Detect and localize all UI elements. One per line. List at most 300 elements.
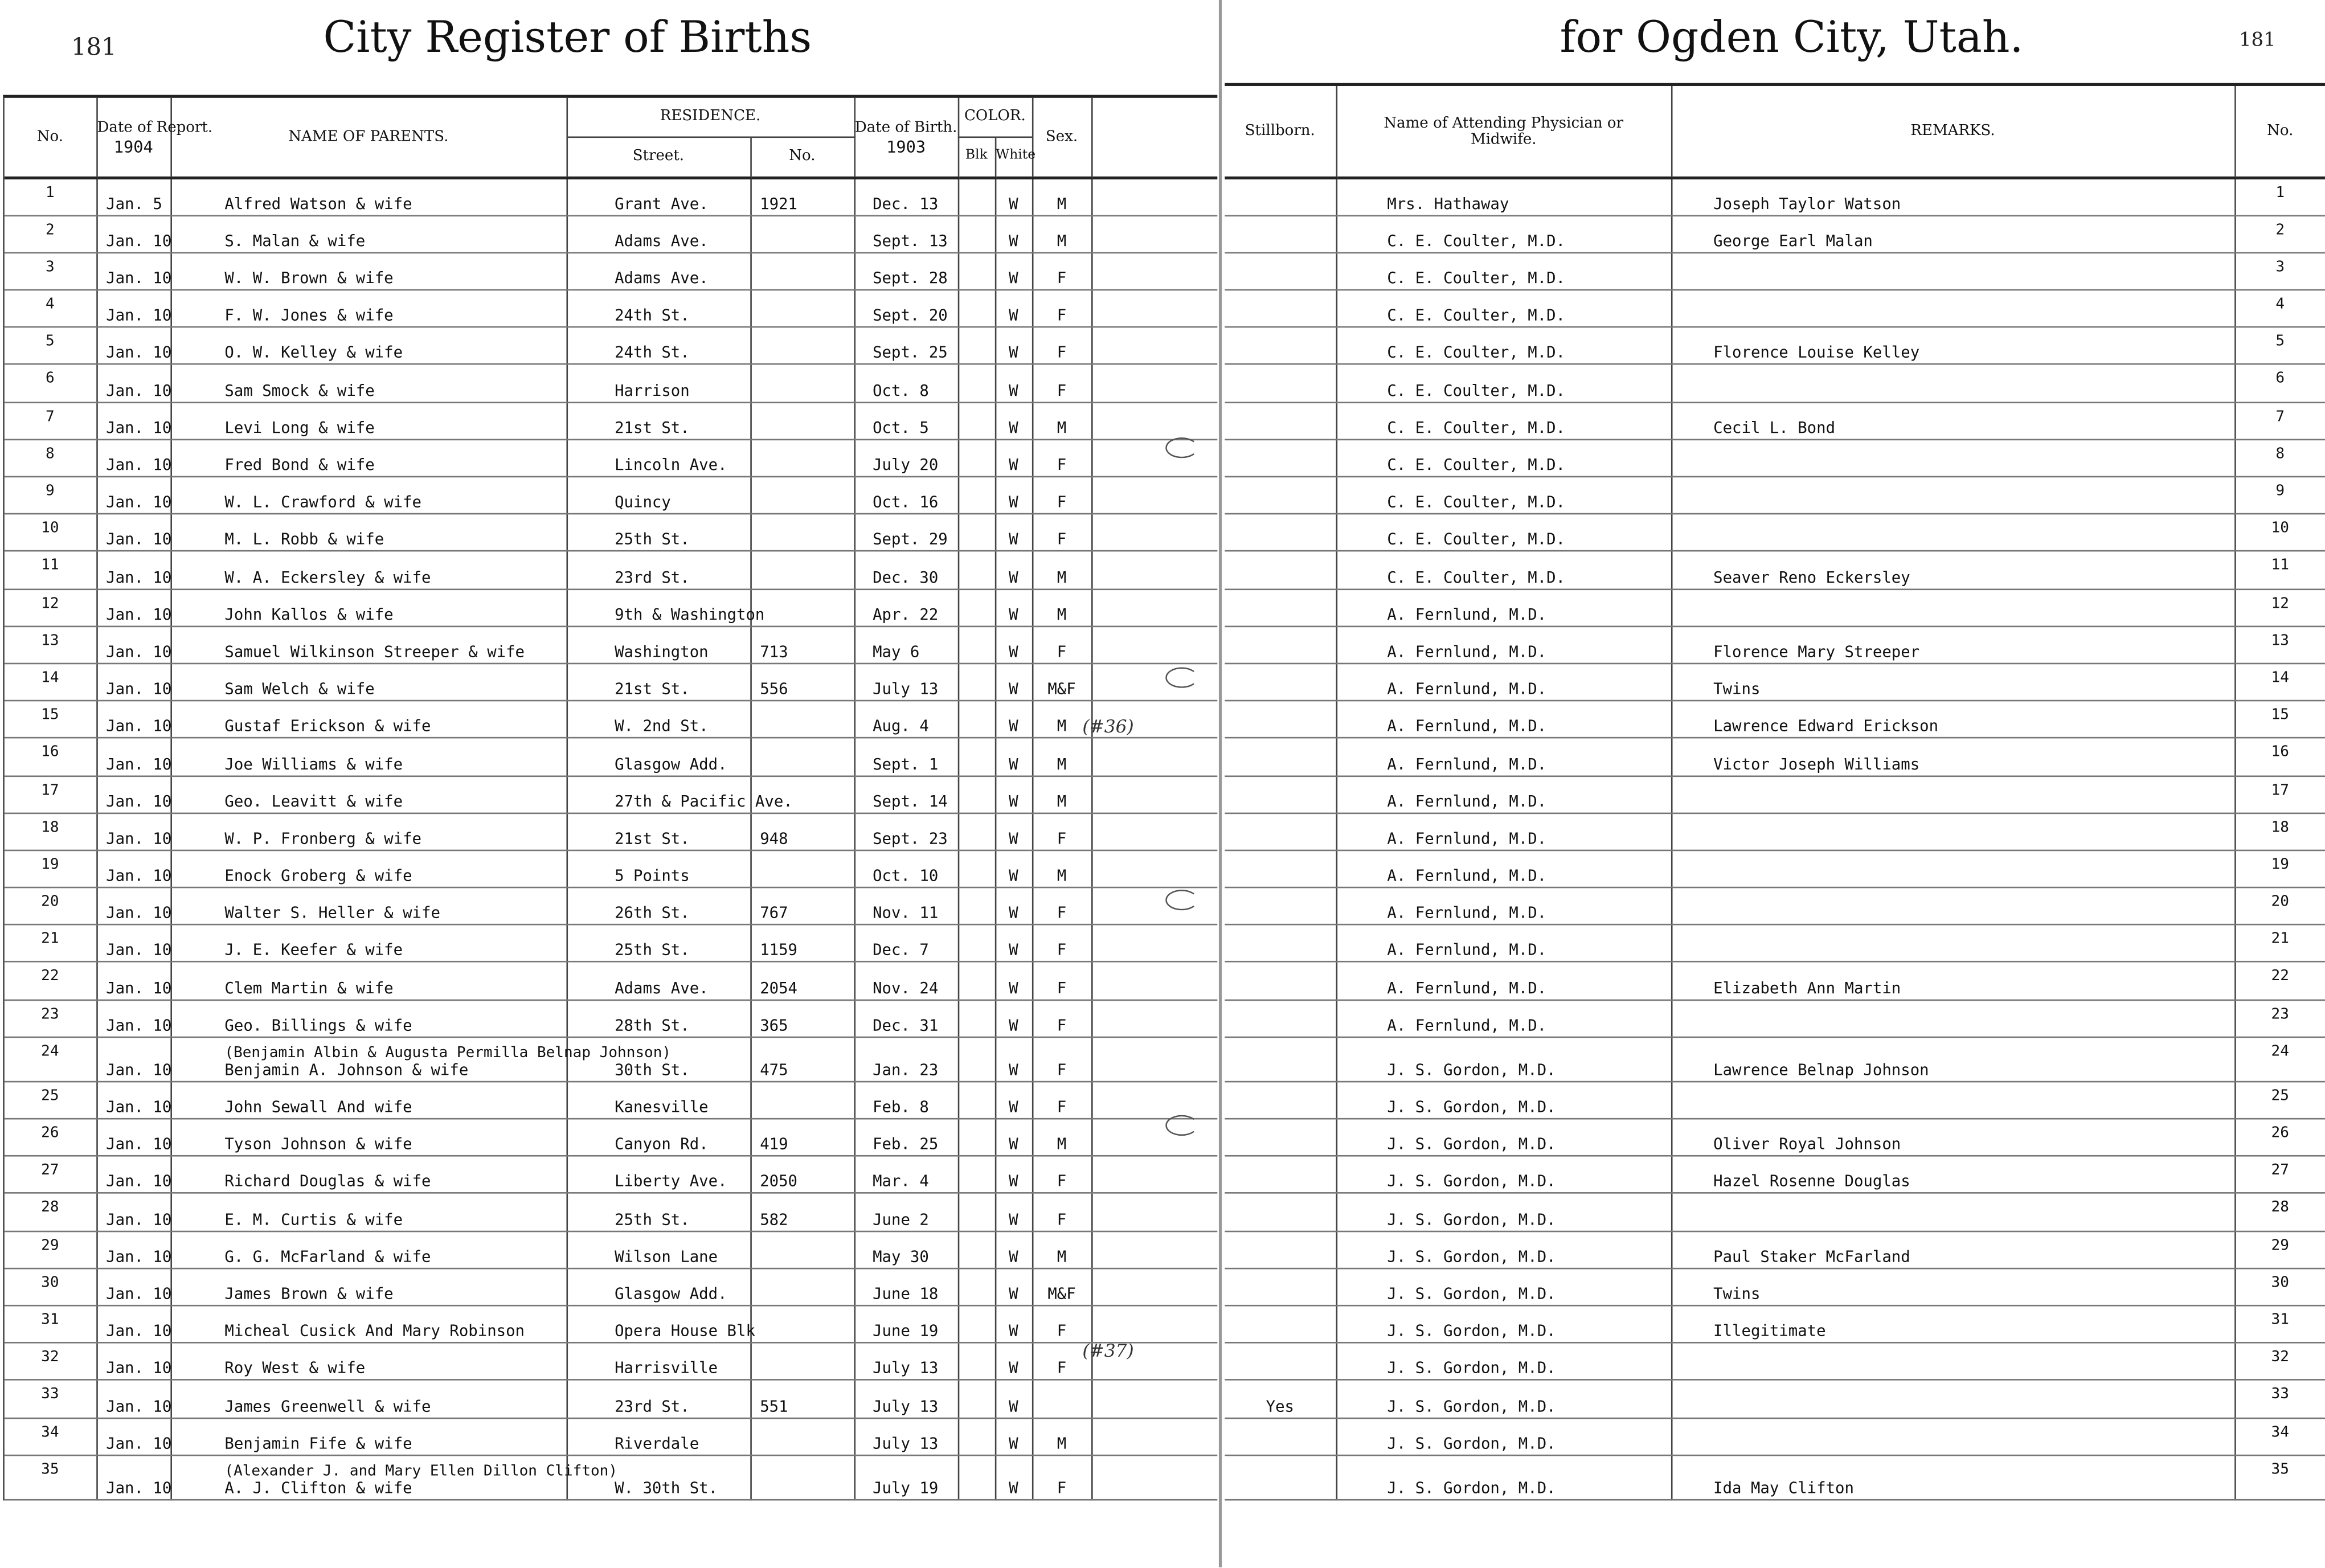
cell-report-date: Jan. 10 — [96, 215, 170, 253]
cell-no-right: 1 — [2234, 178, 2325, 215]
table-row — [5, 1119, 1218, 1156]
cell-blk — [958, 1082, 995, 1119]
cell-stillborn — [1225, 1037, 1336, 1082]
cell-birth-date: Aug. 4 — [854, 701, 958, 738]
cell-street-no — [750, 215, 854, 253]
cell-remarks — [1671, 365, 2234, 402]
cell-blank — [1091, 1231, 1217, 1268]
header-physician: Name of Attending Physician or Midwife. — [1336, 86, 1671, 178]
cell-birth-date: Dec. 30 — [854, 551, 958, 589]
cell-white: W — [995, 215, 1032, 253]
cell-street: Opera House Blk — [566, 1305, 750, 1343]
cell-no-right: 13 — [2234, 626, 2325, 664]
cell-parents — [170, 1000, 566, 1037]
cell-physician: A. Fernlund, M.D. — [1336, 1000, 1671, 1037]
cell-blank — [1091, 1305, 1217, 1343]
cell-blk — [958, 850, 995, 888]
cell-birth-date: Sept. 20 — [854, 290, 958, 327]
table-row — [1225, 776, 2325, 813]
cell-stillborn — [1225, 365, 1336, 402]
header-color: COLOR. — [958, 98, 1032, 137]
cell-street-no — [750, 1268, 854, 1305]
cell-stillborn — [1225, 402, 1336, 440]
cell-white: W — [995, 178, 1032, 215]
cell-street: Wilson Lane — [566, 1231, 750, 1268]
cell-blk — [958, 327, 995, 365]
cell-blk — [958, 365, 995, 402]
cell-parents — [170, 589, 566, 627]
cell-street: 25th St. — [566, 514, 750, 552]
table-row — [5, 626, 1218, 664]
cell-sex: F — [1032, 626, 1091, 664]
header-street: Street. — [566, 137, 750, 178]
cell-physician: J. S. Gordon, M.D. — [1336, 1455, 1671, 1499]
cell-parents — [170, 178, 566, 215]
cell-street-no: 2054 — [750, 962, 854, 1000]
cell-blk — [958, 1231, 995, 1268]
table-row — [1225, 1231, 2325, 1268]
cell-remarks — [1671, 1343, 2234, 1381]
cell-birth-date: Oct. 8 — [854, 365, 958, 402]
cell-street-no — [750, 589, 854, 627]
cell-physician: C. E. Coulter, M.D. — [1336, 477, 1671, 514]
cell-birth-date: Dec. 13 — [854, 178, 958, 215]
table-row — [5, 215, 1218, 253]
cell-no-right: 16 — [2234, 738, 2325, 776]
cell-report-date: Jan. 10 — [96, 1231, 170, 1268]
cell-no: 35 — [5, 1455, 96, 1499]
cell-blank — [1091, 514, 1217, 552]
margin-note-row30: (#37) — [1082, 1340, 1134, 1361]
cell-street: Grant Ave. — [566, 178, 750, 215]
cell-parents — [170, 738, 566, 776]
cell-no-right: 12 — [2234, 589, 2325, 627]
cell-sex: F — [1032, 1343, 1091, 1381]
cell-birth-date: Dec. 7 — [854, 925, 958, 963]
cell-no: 4 — [5, 290, 96, 327]
cell-stillborn — [1225, 962, 1336, 1000]
cell-parents — [170, 813, 566, 850]
cell-no: 22 — [5, 962, 96, 1000]
cell-street-no — [750, 1455, 854, 1499]
header-blk: Blk — [958, 137, 995, 178]
cell-remarks: Victor Joseph Williams — [1671, 738, 2234, 776]
cell-parents-name: M. L. Robb & wife — [224, 531, 384, 550]
table-row — [5, 813, 1218, 850]
cell-parents-name: Fred Bond & wife — [224, 456, 375, 475]
cell-white: W — [995, 365, 1032, 402]
cell-blk — [958, 1268, 995, 1305]
cell-report-date: Jan. 10 — [96, 813, 170, 850]
cell-sex: M — [1032, 178, 1091, 215]
cell-parents — [170, 327, 566, 365]
cell-physician: A. Fernlund, M.D. — [1336, 589, 1671, 627]
cell-report-date: Jan. 10 — [96, 1193, 170, 1231]
cell-report-date: Jan. 10 — [96, 776, 170, 813]
cell-blank — [1091, 1418, 1217, 1455]
cell-birth-date: Mar. 4 — [854, 1156, 958, 1194]
cell-parents-name: Roy West & wife — [224, 1360, 366, 1378]
cell-sex: M&F — [1032, 664, 1091, 701]
cell-report-date: Jan. 10 — [96, 1119, 170, 1156]
cell-no-right: 9 — [2234, 477, 2325, 514]
cell-blank — [1091, 215, 1217, 253]
cell-parents-name: Enock Groberg & wife — [224, 867, 412, 886]
cell-street: Glasgow Add. — [566, 1268, 750, 1305]
cell-white: W — [995, 327, 1032, 365]
cell-stillborn — [1225, 738, 1336, 776]
cell-physician: A. Fernlund, M.D. — [1336, 701, 1671, 738]
cell-street-no — [750, 738, 854, 776]
cell-physician: J. S. Gordon, M.D. — [1336, 1343, 1671, 1381]
cell-no: 7 — [5, 402, 96, 440]
cell-street: Lincoln Ave. — [566, 439, 750, 477]
cell-sex: M — [1032, 589, 1091, 627]
cell-street: W. 2nd St. — [566, 701, 750, 738]
header-date-birth — [854, 98, 958, 178]
cell-stillborn — [1225, 1343, 1336, 1381]
cell-parents — [170, 925, 566, 963]
cell-physician: J. S. Gordon, M.D. — [1336, 1418, 1671, 1455]
header-stillborn: Stillborn. — [1225, 86, 1336, 178]
header-no: No. — [5, 98, 96, 178]
cell-sex: F — [1032, 962, 1091, 1000]
header-parents: NAME OF PARENTS. — [170, 98, 566, 178]
cell-birth-date: Oct. 5 — [854, 402, 958, 440]
cell-parents-name: A. J. Clifton & wife — [224, 1479, 412, 1497]
cell-parents — [170, 477, 566, 514]
table-row — [1225, 1037, 2325, 1082]
table-row — [1225, 1268, 2325, 1305]
cell-no: 23 — [5, 1000, 96, 1037]
cell-no: 1 — [5, 178, 96, 215]
cell-blank — [1091, 738, 1217, 776]
cell-no-right: 32 — [2234, 1343, 2325, 1381]
cell-blk — [958, 253, 995, 290]
table-row — [1225, 178, 2325, 215]
table-row — [1225, 962, 2325, 1000]
cell-birth-date: Sept. 25 — [854, 327, 958, 365]
cell-blank — [1091, 402, 1217, 440]
cell-parents — [170, 215, 566, 253]
cell-no-right: 21 — [2234, 925, 2325, 963]
cell-stillborn — [1225, 925, 1336, 963]
cell-sex: F — [1032, 1000, 1091, 1037]
cell-parents-name: O. W. Kelley & wife — [224, 345, 403, 363]
cell-remarks — [1671, 290, 2234, 327]
cell-blank — [1091, 589, 1217, 627]
cell-street: 23rd St. — [566, 551, 750, 589]
cell-remarks: Paul Staker McFarland — [1671, 1231, 2234, 1268]
cell-white: W — [995, 925, 1032, 963]
cell-blank — [1091, 477, 1217, 514]
cell-report-date: Jan. 10 — [96, 253, 170, 290]
cell-parents — [170, 1193, 566, 1231]
header-street-no: No. — [750, 137, 854, 178]
table-row — [5, 664, 1218, 701]
margin-note-row14: (#36) — [1082, 716, 1134, 737]
cell-blk — [958, 887, 995, 925]
cell-parents — [170, 365, 566, 402]
cell-no-right: 22 — [2234, 962, 2325, 1000]
cell-parents — [170, 1305, 566, 1343]
cell-physician: J. S. Gordon, M.D. — [1336, 1156, 1671, 1194]
cell-parents-name: Alfred Watson & wife — [224, 195, 412, 214]
cell-parents-full: (Alexander J. and Mary Ellen Dillon Clifton) — [224, 1463, 618, 1480]
cell-no: 2 — [5, 215, 96, 253]
cell-report-date: Jan. 10 — [96, 1343, 170, 1381]
cell-street-no: 419 — [750, 1119, 854, 1156]
table-row — [1225, 477, 2325, 514]
cell-parents — [170, 551, 566, 589]
cell-no-right: 35 — [2234, 1455, 2325, 1499]
cell-street: 23rd St. — [566, 1380, 750, 1418]
cell-sex: M — [1032, 1119, 1091, 1156]
cell-birth-date: Nov. 11 — [854, 887, 958, 925]
cell-street: 30th St. — [566, 1037, 750, 1082]
cell-birth-date: Sept. 1 — [854, 738, 958, 776]
table-row — [5, 1305, 1218, 1343]
cell-stillborn — [1225, 327, 1336, 365]
cell-blk — [958, 813, 995, 850]
page-gutter — [1219, 0, 1222, 1567]
table-row — [5, 514, 1218, 552]
table-row — [5, 1268, 1218, 1305]
cell-parents-name: Richard Douglas & wife — [224, 1173, 431, 1192]
cell-remarks — [1671, 1000, 2234, 1037]
cell-no-right: 29 — [2234, 1231, 2325, 1268]
cell-sex: F — [1032, 813, 1091, 850]
binder-ring — [1165, 1115, 1198, 1136]
cell-parents — [170, 290, 566, 327]
cell-physician: A. Fernlund, M.D. — [1336, 813, 1671, 850]
cell-no: 18 — [5, 813, 96, 850]
cell-stillborn — [1225, 664, 1336, 701]
cell-no: 13 — [5, 626, 96, 664]
cell-white: W — [995, 1156, 1032, 1194]
cell-white: W — [995, 776, 1032, 813]
cell-sex: M — [1032, 402, 1091, 440]
cell-no: 15 — [5, 701, 96, 738]
cell-street-no: 556 — [750, 664, 854, 701]
table-row — [5, 589, 1218, 627]
cell-parents — [170, 887, 566, 925]
cell-stillborn — [1225, 290, 1336, 327]
cell-remarks — [1671, 439, 2234, 477]
cell-physician: C. E. Coulter, M.D. — [1336, 365, 1671, 402]
cell-no: 10 — [5, 514, 96, 552]
cell-parents — [170, 402, 566, 440]
cell-remarks: Ida May Clifton — [1671, 1455, 2234, 1499]
cell-report-date: Jan. 10 — [96, 327, 170, 365]
header-white: White — [995, 137, 1032, 178]
cell-birth-date: Apr. 22 — [854, 589, 958, 627]
cell-no-right: 34 — [2234, 1418, 2325, 1455]
cell-blk — [958, 477, 995, 514]
cell-parents-name: Micheal Cusick And Mary Robinson — [224, 1323, 525, 1341]
cell-remarks: Hazel Rosenne Douglas — [1671, 1156, 2234, 1194]
cell-blank — [1091, 327, 1217, 365]
table-row — [5, 850, 1218, 888]
cell-birth-date: July 13 — [854, 664, 958, 701]
cell-blk — [958, 1193, 995, 1231]
cell-parents-full: (Benjamin Albin & Augusta Permilla Belnap Johnson) — [224, 1045, 672, 1062]
cell-birth-date: May 6 — [854, 626, 958, 664]
cell-no-right: 18 — [2234, 813, 2325, 850]
cell-no: 5 — [5, 327, 96, 365]
table-row — [5, 738, 1218, 776]
cell-blank — [1091, 813, 1217, 850]
cell-physician: A. Fernlund, M.D. — [1336, 738, 1671, 776]
cell-parents-name: W. A. Eckersley & wife — [224, 568, 431, 587]
table-row — [1225, 1000, 2325, 1037]
header-no-right: No. — [2234, 86, 2325, 178]
cell-remarks — [1671, 887, 2234, 925]
cell-parents — [170, 1343, 566, 1381]
cell-street: Washington — [566, 626, 750, 664]
cell-stillborn — [1225, 813, 1336, 850]
cell-stillborn — [1225, 178, 1336, 215]
cell-stillborn — [1225, 514, 1336, 552]
cell-no-right: 19 — [2234, 850, 2325, 888]
cell-white: W — [995, 887, 1032, 925]
cell-white: W — [995, 1000, 1032, 1037]
cell-street-no — [750, 850, 854, 888]
cell-sex: M — [1032, 1231, 1091, 1268]
cell-no-right: 4 — [2234, 290, 2325, 327]
cell-stillborn — [1225, 589, 1336, 627]
cell-report-date: Jan. 10 — [96, 664, 170, 701]
cell-sex: M — [1032, 738, 1091, 776]
cell-physician: C. E. Coulter, M.D. — [1336, 514, 1671, 552]
cell-blk — [958, 1037, 995, 1082]
cell-birth-date: June 19 — [854, 1305, 958, 1343]
table-row — [5, 1455, 1218, 1499]
cell-stillborn — [1225, 1156, 1336, 1194]
cell-blk — [958, 1380, 995, 1418]
header-date-report-year: 1904 — [113, 137, 153, 157]
table-row — [1225, 1455, 2325, 1499]
cell-stillborn — [1225, 439, 1336, 477]
cell-birth-date: Nov. 24 — [854, 962, 958, 1000]
table-row — [5, 402, 1218, 440]
cell-no-right: 6 — [2234, 365, 2325, 402]
cell-stillborn — [1225, 1119, 1336, 1156]
cell-report-date: Jan. 10 — [96, 925, 170, 963]
cell-report-date: Jan. 10 — [96, 1418, 170, 1455]
table-row — [1225, 514, 2325, 552]
cell-parents-name: Samuel Wilkinson Streeper & wife — [224, 643, 525, 661]
cell-blank — [1091, 253, 1217, 290]
cell-remarks — [1671, 253, 2234, 290]
cell-sex: F — [1032, 1156, 1091, 1194]
cell-stillborn — [1225, 1082, 1336, 1119]
cell-stillborn — [1225, 850, 1336, 888]
cell-street-no: 1921 — [750, 178, 854, 215]
cell-physician: Mrs. Hathaway — [1336, 178, 1671, 215]
cell-street: Kanesville — [566, 1082, 750, 1119]
cell-parents — [170, 1418, 566, 1455]
table-row — [1225, 626, 2325, 664]
table-row — [1225, 701, 2325, 738]
table-row — [5, 1193, 1218, 1231]
cell-report-date: Jan. 10 — [96, 477, 170, 514]
cell-street-no — [750, 365, 854, 402]
cell-remarks: Lawrence Belnap Johnson — [1671, 1037, 2234, 1082]
cell-sex: M&F — [1032, 1268, 1091, 1305]
cell-no: 25 — [5, 1082, 96, 1119]
cell-physician: A. Fernlund, M.D. — [1336, 664, 1671, 701]
cell-street: 28th St. — [566, 1000, 750, 1037]
cell-street-no — [750, 253, 854, 290]
cell-no-right: 8 — [2234, 439, 2325, 477]
cell-no: 19 — [5, 850, 96, 888]
cell-no: 27 — [5, 1156, 96, 1194]
cell-blank — [1091, 290, 1217, 327]
cell-parents-name: E. M. Curtis & wife — [224, 1210, 403, 1229]
cell-report-date: Jan. 10 — [96, 1000, 170, 1037]
cell-sex: F — [1032, 439, 1091, 477]
cell-white: W — [995, 701, 1032, 738]
table-row — [1225, 253, 2325, 290]
left-page-number: 181 — [71, 32, 117, 61]
cell-blk — [958, 1343, 995, 1381]
cell-sex: F — [1032, 290, 1091, 327]
cell-physician: A. Fernlund, M.D. — [1336, 850, 1671, 888]
cell-stillborn — [1225, 1305, 1336, 1343]
cell-physician: A. Fernlund, M.D. — [1336, 887, 1671, 925]
cell-physician: C. E. Coulter, M.D. — [1336, 253, 1671, 290]
cell-no: 11 — [5, 551, 96, 589]
cell-physician: C. E. Coulter, M.D. — [1336, 327, 1671, 365]
binder-ring — [1165, 890, 1198, 910]
cell-sex: M — [1032, 551, 1091, 589]
cell-street: 24th St. — [566, 290, 750, 327]
cell-stillborn — [1225, 1193, 1336, 1231]
cell-no: 3 — [5, 253, 96, 290]
cell-report-date: Jan. 10 — [96, 1380, 170, 1418]
cell-birth-date: July 13 — [854, 1343, 958, 1381]
cell-no: 29 — [5, 1231, 96, 1268]
cell-blk — [958, 178, 995, 215]
cell-blk — [958, 551, 995, 589]
cell-birth-date: July 19 — [854, 1455, 958, 1499]
cell-birth-date: Dec. 31 — [854, 1000, 958, 1037]
cell-blk — [958, 439, 995, 477]
cell-remarks: Cecil L. Bond — [1671, 402, 2234, 440]
cell-street-no — [750, 402, 854, 440]
binder-ring — [1165, 667, 1198, 687]
cell-blk — [958, 1305, 995, 1343]
cell-street: 27th & Pacific Ave. — [566, 776, 750, 813]
cell-white: W — [995, 1455, 1032, 1499]
cell-blank — [1091, 365, 1217, 402]
cell-sex: F — [1032, 1037, 1091, 1082]
cell-physician: C. E. Coulter, M.D. — [1336, 551, 1671, 589]
cell-stillborn — [1225, 1418, 1336, 1455]
cell-white: W — [995, 738, 1032, 776]
cell-birth-date: Feb. 8 — [854, 1082, 958, 1119]
cell-parents-name: J. E. Keefer & wife — [224, 942, 403, 960]
cell-remarks — [1671, 589, 2234, 627]
cell-blk — [958, 1156, 995, 1194]
cell-parents — [170, 1231, 566, 1268]
cell-no: 30 — [5, 1268, 96, 1305]
cell-sex — [1032, 1380, 1091, 1418]
cell-parents-name: G. G. McFarland & wife — [224, 1248, 431, 1266]
cell-white: W — [995, 1193, 1032, 1231]
cell-blank — [1091, 1037, 1217, 1082]
